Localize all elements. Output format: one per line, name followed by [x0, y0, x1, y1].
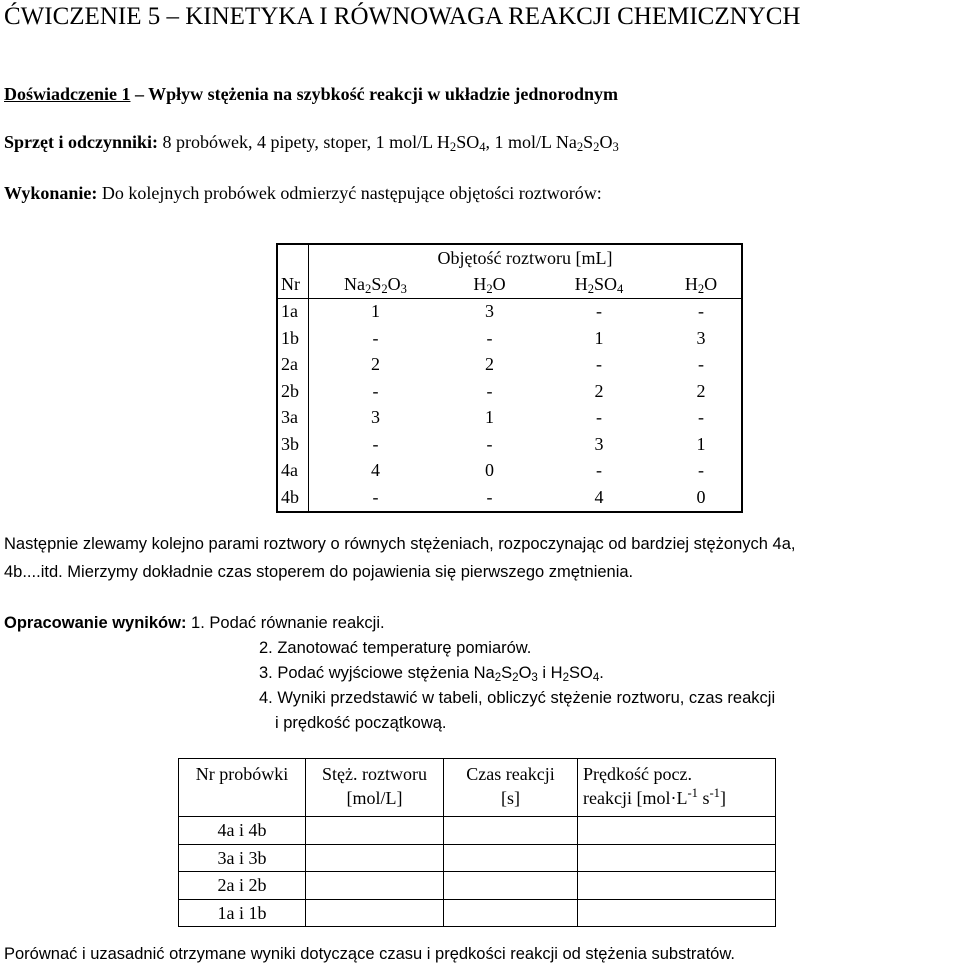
empty-cell — [444, 817, 578, 845]
empty-cell — [578, 872, 776, 900]
empty-cell — [306, 899, 444, 927]
equipment-text-a: 8 probówek, 4 pipety, stoper, 1 mol/L H — [158, 132, 450, 152]
table-row — [277, 458, 742, 485]
tube-pair-label: 2a i 2b — [179, 872, 306, 900]
equipment-label: Sprzęt i odczynniki: — [4, 132, 159, 152]
table-row — [179, 872, 776, 900]
experiment-label: Doświadczenie 1 — [4, 84, 131, 104]
table-cell: 1 — [485, 407, 494, 428]
table-cell: 1 — [594, 327, 604, 348]
results-label: Opracowanie wyników: — [4, 614, 187, 632]
table-cell: 2 — [696, 380, 706, 401]
table-cell: 2 — [371, 354, 380, 375]
table-row — [277, 431, 742, 458]
experiment-heading — [4, 83, 618, 105]
volume-table-nr-header: Nr — [277, 272, 309, 299]
table-cell: - — [486, 486, 493, 507]
results-item-1: Opracowanie wyników: 1. Podać równanie reakcji. — [4, 614, 385, 632]
table-cell: - — [596, 301, 602, 322]
paragraph-line-1: Następnie zlewamy kolejno parami roztwory o równych stężeniach, rozpoczynając od bardziej stężonych 4a, — [4, 535, 796, 553]
table-row — [179, 899, 776, 927]
table-cell: - — [486, 433, 493, 454]
empty-cell — [444, 844, 578, 872]
empty-cell — [306, 872, 444, 900]
tube-pair-label: 1a i 1b — [179, 899, 306, 927]
row-number: 1a — [277, 298, 309, 325]
equipment-line: Sprzęt i odczynniki: 8 probówek, 4 pipety, stoper, 1 mol/L $H_2SO_4$, 1 mol/L $Na_2S_2O_3$ — [4, 132, 619, 155]
table-cell: - — [596, 354, 602, 375]
results-item-2: 2. Zanotować temperaturę pomiarów. — [259, 639, 532, 657]
table-cell: 2 — [485, 354, 494, 375]
table-cell: - — [486, 380, 493, 401]
table-cell: 4 — [371, 460, 380, 481]
table-row — [277, 378, 742, 405]
empty-cell — [444, 872, 578, 900]
table-cell: - — [372, 486, 379, 507]
row-number: 4a — [277, 458, 309, 485]
table-cell: 0 — [485, 460, 494, 481]
table-cell: - — [698, 460, 704, 481]
volume-table — [276, 243, 743, 513]
procedure-label: Wykonanie: — [4, 183, 98, 203]
equipment-text-b: , 1 mol/L Na — [485, 132, 577, 152]
results-table-header-time: Czas reakcji [s] — [444, 759, 578, 817]
table-cell: - — [486, 327, 493, 348]
row-number: 3a — [277, 405, 309, 432]
table-cell: 2 — [594, 380, 604, 401]
table-row — [277, 325, 742, 352]
tube-pair-label: 4a i 4b — [179, 817, 306, 845]
results-item-4: 4. Wyniki przedstawić w tabeli, obliczyć stężenie roztworu, czas reakcji — [259, 689, 776, 707]
footer-text: Porównać i uzasadnić otrzymane wyniki dotyczące czasu i prędkości reakcji od stężenia substratów. — [4, 945, 735, 963]
table-cell: - — [372, 327, 379, 348]
table-cell: 3 — [485, 301, 494, 322]
table-row — [179, 817, 776, 845]
col-header-h2so4: $H_2SO_4$ — [537, 272, 661, 299]
page-title: ĆWICZENIE 5 – KINETYKA I RÓWNOWAGA REAKCJI CHEMICZNYCH — [4, 3, 801, 30]
table-cell: - — [372, 433, 379, 454]
row-number: 3b — [277, 431, 309, 458]
table-row — [179, 844, 776, 872]
table-cell: 0 — [696, 486, 706, 507]
table-cell: 1 — [696, 433, 706, 454]
table-cell: - — [698, 354, 704, 375]
table-cell: 3 — [594, 433, 604, 454]
experiment-description: – Wpływ stężenia na szybkość reakcji w układzie jednorodnym — [130, 84, 619, 104]
paragraph-line-2: 4b....itd. Mierzymy dokładnie czas stoperem do pojawienia się pierwszego zmętnienia. — [4, 563, 634, 581]
volume-table-caption: Objętość roztworu [mL] — [437, 247, 613, 268]
table-cell: - — [698, 301, 704, 322]
procedure-line — [4, 182, 602, 204]
col-header-na2s2o3: $Na_2S_2O_3$ — [309, 272, 443, 299]
table-row — [277, 484, 742, 512]
empty-cell — [444, 899, 578, 927]
table-cell: - — [372, 380, 379, 401]
table-cell: - — [698, 407, 704, 428]
results-table-header-rate: Prędkość pocz. reakcji [$mol\cdot L^{-1}$ $s^{-1}$] — [578, 759, 776, 817]
empty-cell — [578, 844, 776, 872]
table-cell: 4 — [594, 486, 604, 507]
row-number: 2b — [277, 378, 309, 405]
results-item-4-cont: i prędkość początkową. — [275, 714, 447, 732]
row-number: 1b — [277, 325, 309, 352]
empty-cell — [578, 899, 776, 927]
table-row — [277, 352, 742, 379]
results-table-header-nr: Nr probówki — [179, 759, 306, 817]
table-cell: 3 — [371, 407, 380, 428]
results-table — [178, 758, 776, 927]
col-header-h2o-2: $H_2O$ — [661, 272, 742, 299]
table-cell: 1 — [371, 301, 380, 322]
table-row — [277, 298, 742, 325]
table-cell: - — [596, 460, 602, 481]
empty-cell — [306, 844, 444, 872]
empty-cell — [306, 817, 444, 845]
procedure-text: Do kolejnych probówek odmierzyć następujące objętości roztworów: — [97, 183, 602, 203]
tube-pair-label: 3a i 3b — [179, 844, 306, 872]
col-header-h2o: $H_2O$ — [442, 272, 537, 299]
results-item-3: 3. Podać wyjściowe stężenia $Na_2S_2O_3$ i $H_2SO_4$. — [259, 664, 604, 684]
empty-cell — [578, 817, 776, 845]
results-table-header-conc: Stęż. roztworu [mol/L] — [306, 759, 444, 817]
table-cell: 3 — [696, 327, 706, 348]
table-cell: - — [596, 407, 602, 428]
row-number: 4b — [277, 484, 309, 512]
row-number: 2a — [277, 352, 309, 379]
table-row — [277, 405, 742, 432]
